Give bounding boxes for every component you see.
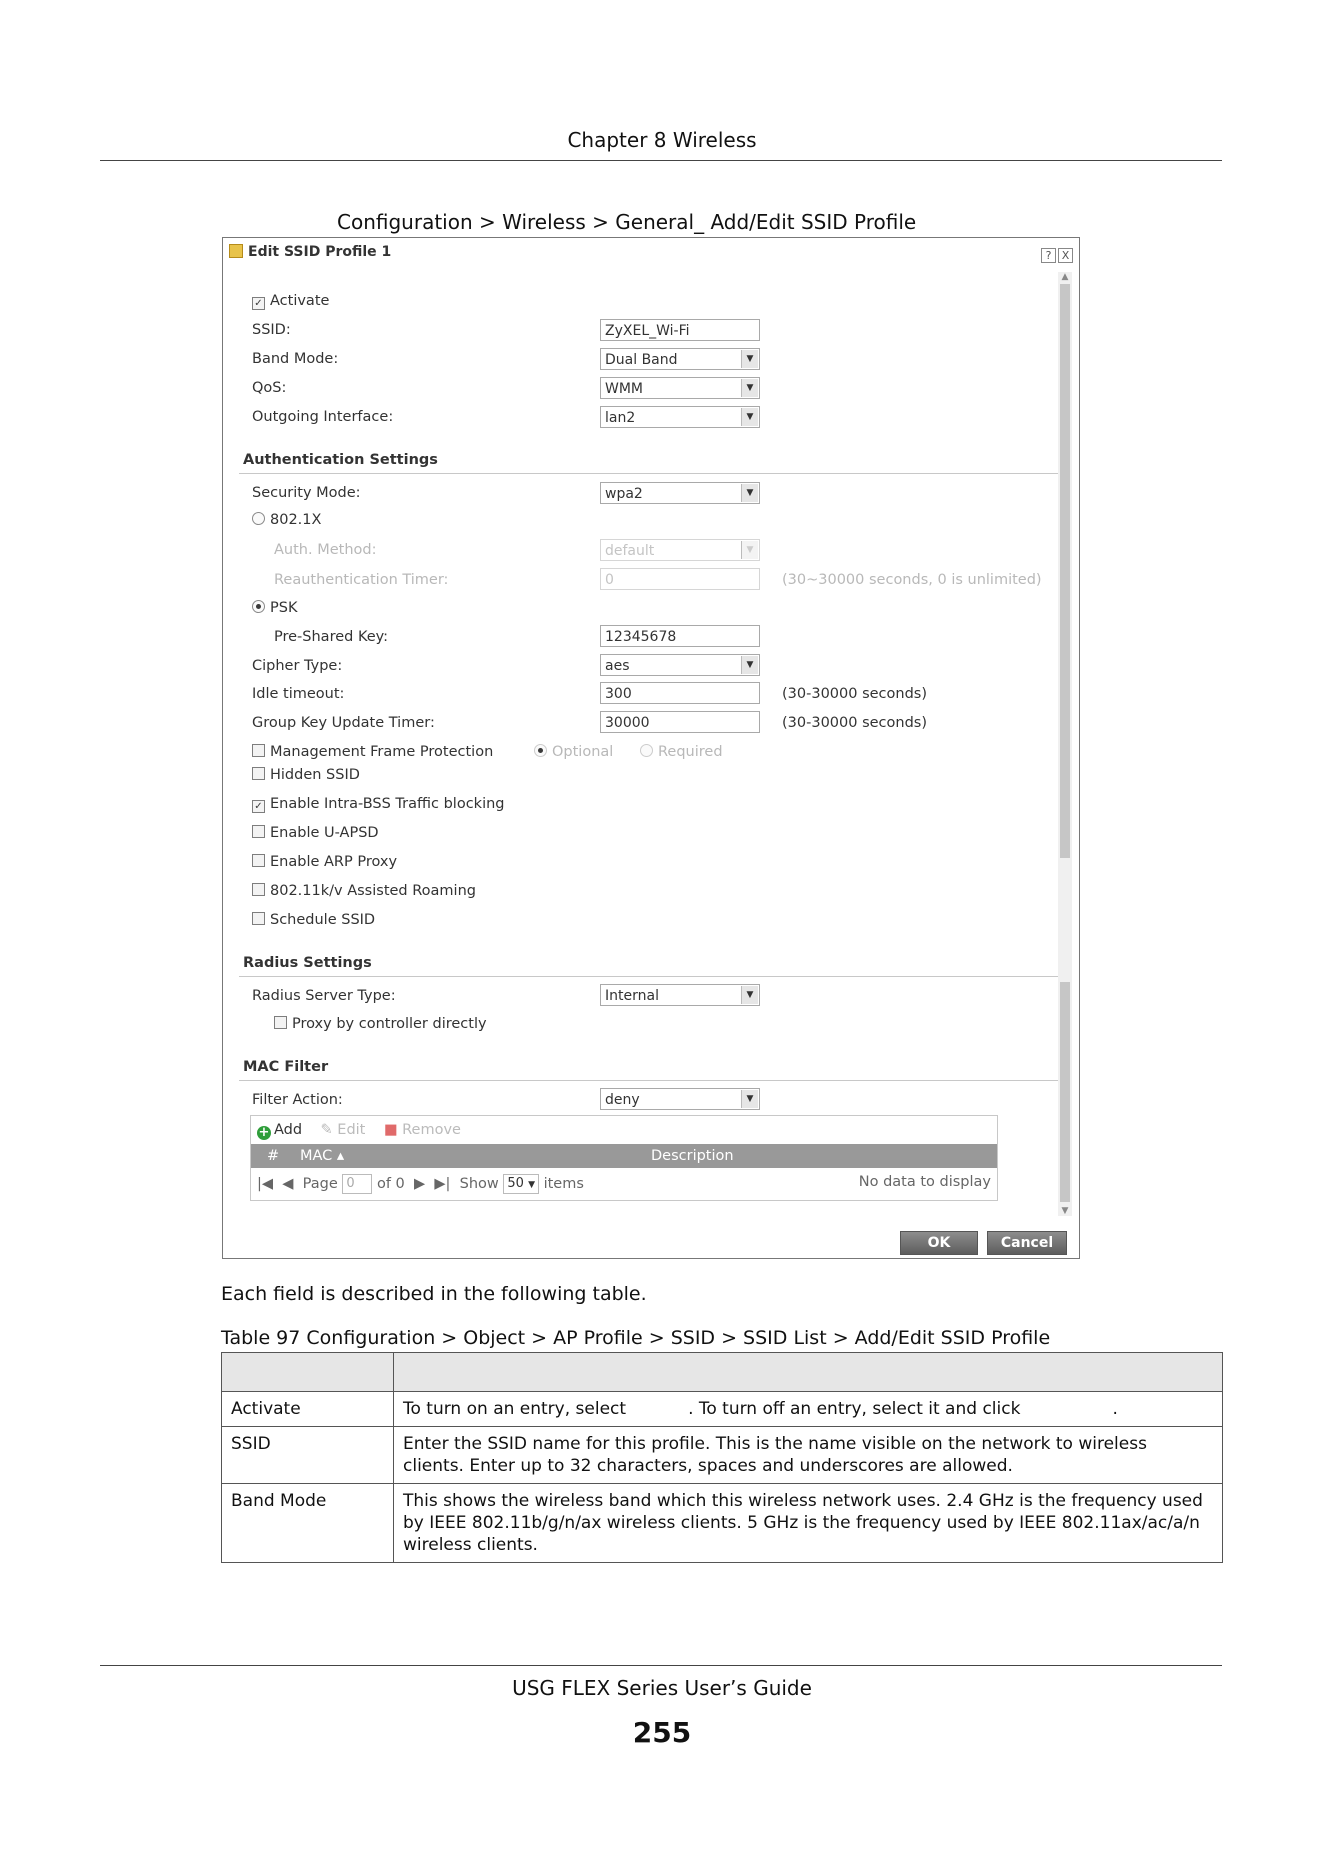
schedule-ssid-label: Schedule SSID [270, 912, 376, 928]
activate-checkbox[interactable]: ✓ [252, 297, 265, 310]
arp-proxy-label: Enable ARP Proxy [270, 854, 398, 870]
desc-part-a: To turn on an entry, select [403, 1399, 627, 1419]
mfp-row [252, 744, 493, 760]
edit-label: Edit [337, 1122, 366, 1138]
hidden-ssid-label: Hidden SSID [270, 767, 360, 783]
mfp-required-row [640, 744, 723, 760]
dialog-title [229, 244, 391, 260]
filter-action-label: Filter Action: [252, 1092, 343, 1108]
u-apsd-label: Enable U-APSD [270, 825, 379, 841]
remove-button[interactable] [384, 1122, 461, 1138]
add-label: Add [274, 1122, 303, 1138]
activate-row [252, 293, 329, 310]
security-mode-select[interactable] [600, 482, 760, 504]
cipher-type-label: Cipher Type: [252, 658, 343, 674]
reauth-timer-input[interactable]: 0 [600, 568, 760, 590]
cancel-button[interactable]: Cancel [987, 1231, 1067, 1255]
radius-section-divider [239, 976, 1068, 977]
last-page-icon[interactable]: ▶| [434, 1176, 451, 1192]
scroll-down-icon[interactable]: ▼ [1061, 1206, 1069, 1216]
scrollbar-thumb[interactable] [1060, 284, 1070, 858]
add-button[interactable] [257, 1122, 302, 1138]
mac-section-divider [239, 1080, 1068, 1081]
ssid-input[interactable]: ZyXEL_Wi-Fi [600, 319, 760, 341]
radio-8021x[interactable] [252, 512, 265, 525]
u-apsd-checkbox[interactable] [252, 825, 265, 838]
intra-bss-label: Enable Intra-BSS Traffic blocking [270, 796, 505, 812]
idle-timeout-label: Idle timeout: [252, 686, 345, 702]
dialog-controls [1039, 244, 1073, 263]
plus-icon: + [258, 1125, 270, 1140]
row-description: This shows the wireless band which this wireless network uses. 2.4 GHz is the frequency used by IEEE 802.11b/g/n/ax wireless clients. 5 GHz is the frequency used by IEEE 802.11ax/ac/a/n wireless clients. [394, 1484, 1223, 1563]
edit-button[interactable]: ✎ Edit [320, 1122, 366, 1138]
intro-text: Each field is described in the following table. [221, 1283, 647, 1305]
table-row [222, 1484, 1223, 1563]
pre-shared-key-label: Pre-Shared Key: [274, 629, 389, 645]
radio-psk-label: PSK [270, 600, 298, 616]
auth-section-divider [239, 473, 1068, 474]
reauth-timer-note: (30~30000 seconds, 0 is unlimited) [782, 572, 1042, 588]
mfp-checkbox[interactable] [252, 744, 265, 757]
col-mac-header[interactable]: MAC ▴ [300, 1148, 345, 1164]
assisted-roaming-label: 802.11k/v Assisted Roaming [270, 883, 476, 899]
proxy-controller-row [274, 1016, 487, 1032]
row-label: Band Mode [222, 1484, 394, 1563]
band-mode-select[interactable] [600, 348, 760, 370]
cipher-type-select[interactable] [600, 654, 760, 676]
show-label: Show [459, 1176, 499, 1192]
radio-8021x-row [252, 512, 321, 528]
mac-filter-table [250, 1115, 998, 1201]
page-input[interactable]: 0 [342, 1174, 372, 1194]
edit-ssid-dialog [222, 237, 1080, 1259]
page-number: 255 [632, 1716, 692, 1749]
table-header-label [222, 1353, 394, 1392]
table-header-row [222, 1353, 1223, 1392]
group-key-timer-input[interactable]: 30000 [600, 711, 760, 733]
filter-action-value: deny [605, 1092, 640, 1108]
row-description [394, 1392, 1223, 1427]
assisted-roaming-row [252, 883, 476, 899]
header-rule [100, 160, 1222, 161]
trash-icon: ■ [383, 1122, 398, 1138]
mfp-required-label: Required [658, 744, 723, 760]
desc-part-c: . [1112, 1399, 1118, 1419]
show-value: 50 [507, 1176, 524, 1191]
qos-label: QoS: [252, 380, 287, 396]
chevron-down-icon: ▼ [741, 541, 758, 559]
mfp-optional-label: Optional [552, 744, 614, 760]
col-num-header[interactable]: # [267, 1148, 280, 1164]
u-apsd-row [252, 825, 379, 841]
first-page-icon[interactable]: |◀ [257, 1176, 274, 1192]
items-label: items [543, 1176, 584, 1192]
qos-value: WMM [605, 381, 644, 397]
ok-button[interactable]: OK [900, 1231, 978, 1255]
dialog-scrollbar[interactable] [1058, 272, 1072, 1216]
chevron-down-icon: ▼ [741, 484, 758, 502]
mac-toolbar [257, 1122, 461, 1140]
table-caption: Table 97 Configuration > Object > AP Profile > SSID > SSID List > Add/Edit SSID Profile [221, 1327, 1051, 1349]
mac-table-header [251, 1144, 997, 1168]
auth-method-select[interactable] [600, 539, 760, 561]
of-label: of 0 [376, 1176, 405, 1192]
intra-bss-checkbox[interactable]: ✓ [252, 800, 265, 813]
edit-icon [229, 244, 243, 258]
scroll-up-icon[interactable]: ▲ [1061, 272, 1069, 282]
row-label: SSID [222, 1427, 394, 1484]
radius-server-type-select[interactable] [600, 984, 760, 1006]
page-label: Page [302, 1176, 338, 1192]
scrollbar-thumb-lower[interactable] [1060, 982, 1070, 1202]
desc-part-b: . To turn off an entry, select it and click [688, 1399, 1021, 1419]
next-page-icon[interactable]: ▶ [414, 1176, 426, 1192]
chapter-header: Chapter 8 Wireless [567, 128, 757, 152]
col-desc-header[interactable]: Description [651, 1148, 734, 1164]
arp-proxy-row [252, 854, 397, 870]
chevron-down-icon: ▼ [741, 656, 758, 674]
activate-label: Activate [270, 293, 330, 309]
group-key-timer-note: (30-30000 seconds) [782, 715, 927, 731]
radius-server-type-label: Radius Server Type: [252, 988, 396, 1004]
table-header-description [394, 1353, 1223, 1392]
row-description: Enter the SSID name for this profile. This is the name visible on the network to wireless clients. Enter up to 32 characters, spaces and underscores are allowed. [394, 1427, 1223, 1484]
outgoing-interface-value: lan2 [605, 410, 636, 426]
proxy-controller-label: Proxy by controller directly [292, 1016, 487, 1032]
auth-method-label: Auth. Method: [274, 542, 377, 558]
empty-message: No data to display [858, 1174, 991, 1190]
radio-psk-row [252, 600, 297, 616]
cipher-type-value: aes [605, 658, 630, 674]
footer-guide: USG FLEX Series User’s Guide [512, 1676, 812, 1700]
chevron-down-icon: ▼ [741, 350, 758, 368]
table-row [222, 1392, 1223, 1427]
outgoing-interface-label: Outgoing Interface: [252, 409, 394, 425]
qos-select[interactable] [600, 377, 760, 399]
schedule-ssid-checkbox[interactable] [252, 912, 265, 925]
chevron-down-icon: ▼ [741, 408, 758, 426]
remove-label: Remove [402, 1122, 461, 1138]
field-description-table [221, 1352, 1223, 1563]
pre-shared-key-input[interactable]: 12345678 [600, 625, 760, 647]
chevron-down-icon: ▼ [528, 1180, 535, 1190]
idle-timeout-input[interactable]: 300 [600, 682, 760, 704]
prev-page-icon[interactable]: ◀ [282, 1176, 294, 1192]
row-label: Activate [222, 1392, 394, 1427]
arp-proxy-checkbox[interactable] [252, 854, 265, 867]
mfp-label: Management Frame Protection [270, 744, 494, 760]
chevron-down-icon: ▼ [741, 379, 758, 397]
intra-bss-row [252, 796, 505, 813]
outgoing-interface-select[interactable] [600, 406, 760, 428]
auth-method-value: default [605, 543, 655, 559]
ssid-label: SSID: [252, 322, 291, 338]
radio-8021x-label: 802.1X [270, 512, 322, 528]
idle-timeout-note: (30-30000 seconds) [782, 686, 927, 702]
assisted-roaming-checkbox[interactable] [252, 883, 265, 896]
close-icon[interactable]: X [1058, 248, 1073, 263]
footer-rule [100, 1665, 1222, 1666]
radius-section-title: Radius Settings [243, 955, 372, 971]
chevron-down-icon: ▼ [741, 1090, 758, 1108]
show-select[interactable] [503, 1174, 539, 1194]
mac-pager [257, 1174, 991, 1194]
filter-action-select[interactable] [600, 1088, 760, 1110]
auth-section-title: Authentication Settings [243, 452, 438, 468]
security-mode-label: Security Mode: [252, 485, 361, 501]
band-mode-value: Dual Band [605, 352, 678, 368]
figure-caption: Configuration > Wireless > General_ Add/Edit SSID Profile [337, 210, 917, 234]
hidden-ssid-checkbox[interactable] [252, 767, 265, 780]
radio-psk[interactable] [252, 600, 265, 613]
group-key-timer-label: Group Key Update Timer: [252, 715, 435, 731]
table-row [222, 1427, 1223, 1484]
proxy-controller-checkbox[interactable] [274, 1016, 287, 1029]
dialog-title-text: Edit SSID Profile 1 [248, 244, 392, 260]
schedule-ssid-row [252, 912, 375, 928]
radius-server-type-value: Internal [605, 988, 659, 1004]
security-mode-value: wpa2 [605, 486, 643, 502]
mac-section-title: MAC Filter [243, 1059, 329, 1075]
hidden-ssid-row [252, 767, 360, 783]
chevron-down-icon: ▼ [741, 986, 758, 1004]
mfp-required-radio[interactable] [640, 744, 653, 757]
mfp-optional-radio[interactable] [534, 744, 547, 757]
help-icon[interactable]: ? [1041, 248, 1056, 263]
band-mode-label: Band Mode: [252, 351, 339, 367]
mfp-optional-row [534, 744, 613, 760]
reauth-timer-label: Reauthentication Timer: [274, 572, 449, 588]
